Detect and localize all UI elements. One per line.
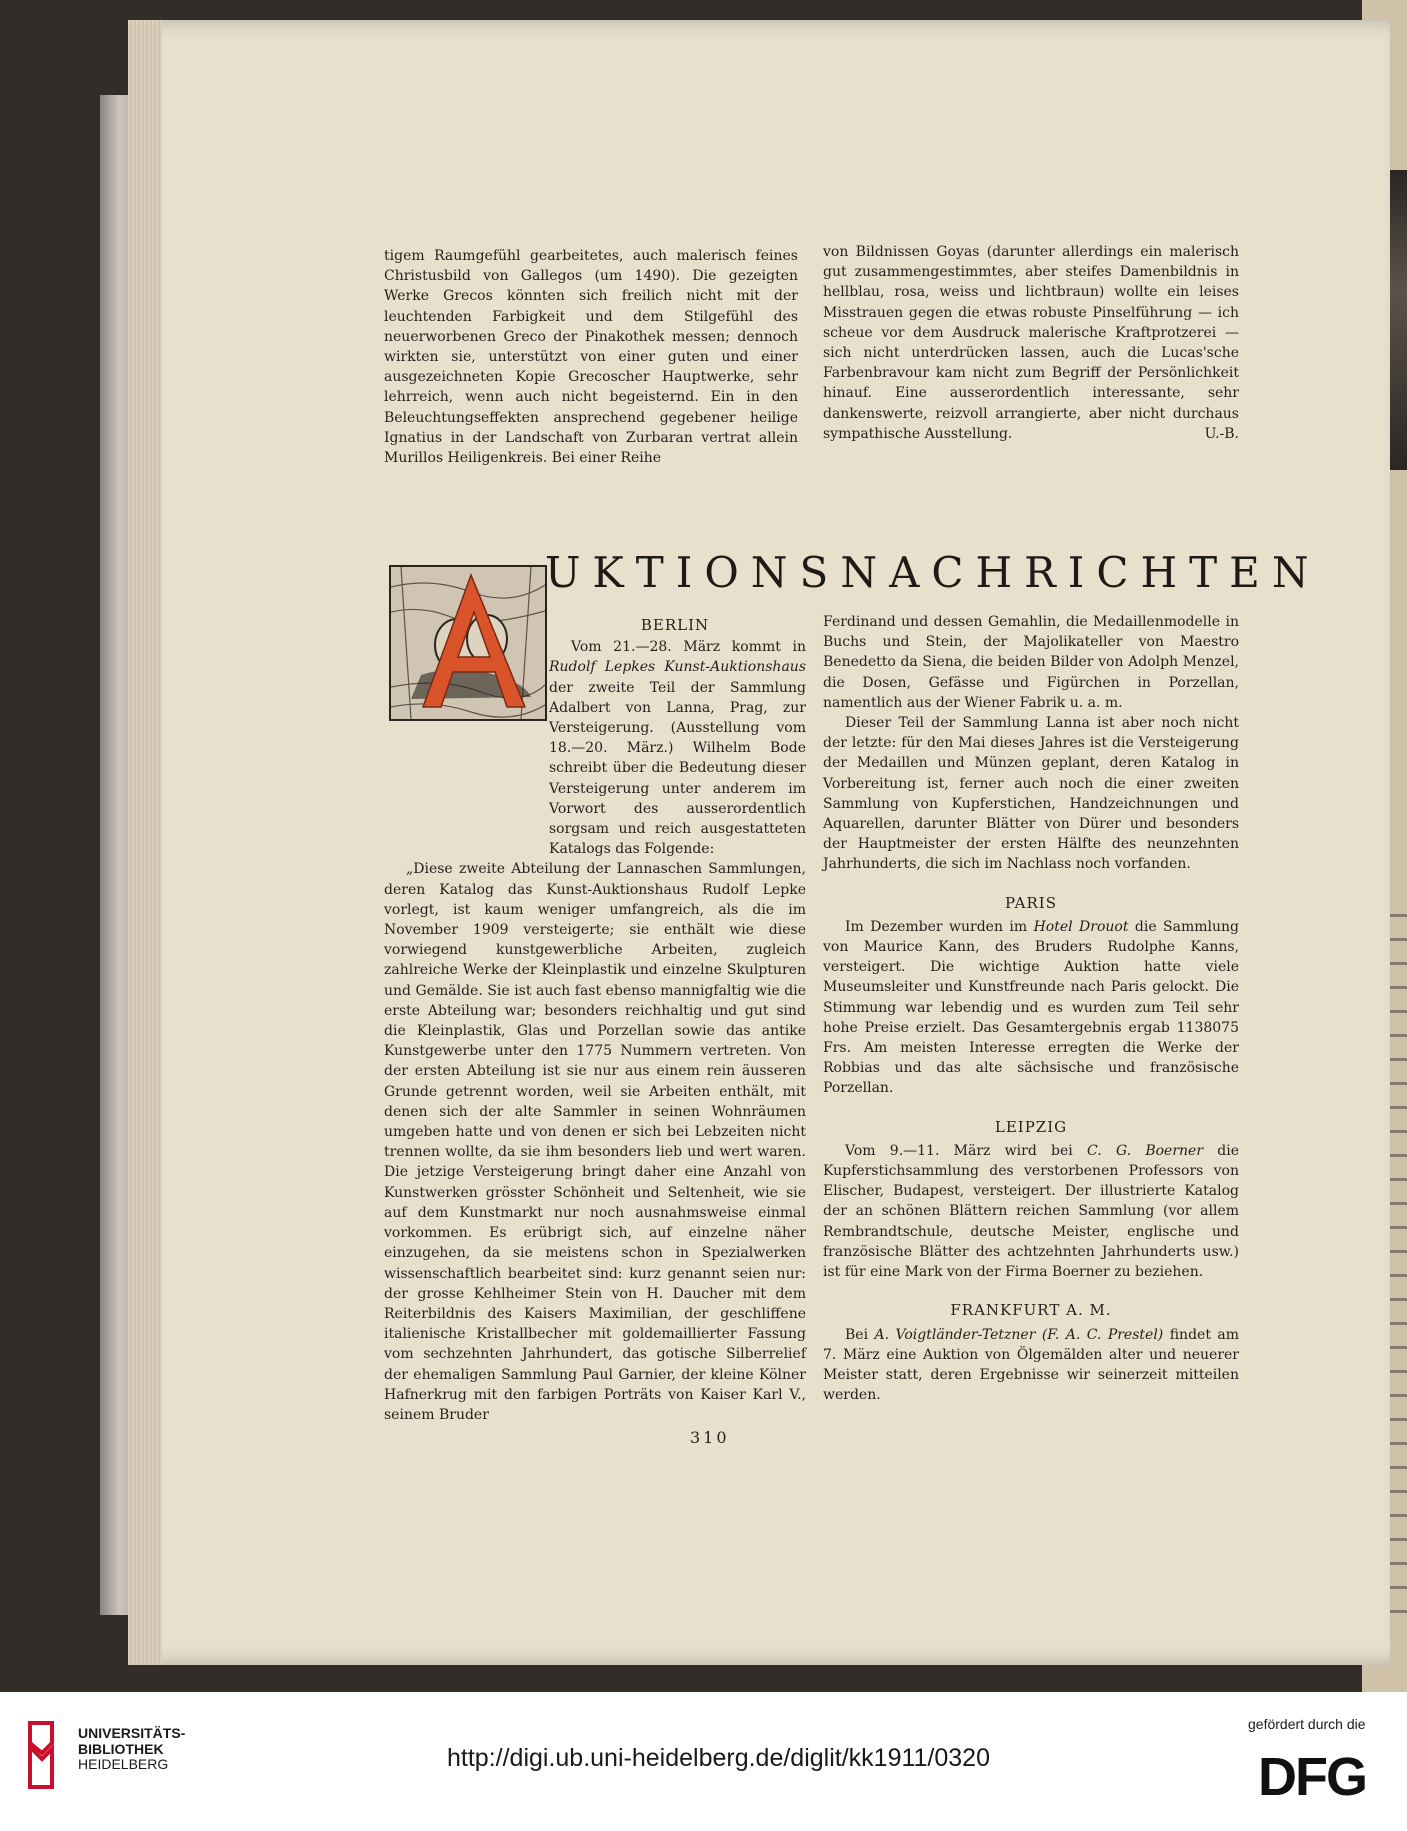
paragraph: Bei A. Voigtländer-Tetzner (F. A. C. Prestel) findet am 7. März eine Auktion von Ölgemälden alter und neuerer Meister statt, deren Ergebnisse wir seinerzeit mitteilen werden. [823, 1326, 1240, 1404]
heading-frankfurt: FRANKFURT A. M. [950, 1301, 1112, 1320]
auction-house-name: Rudolf Lepkes Kunst-Auktionshaus [549, 659, 806, 676]
funding-label: gefördert durch die [1248, 1716, 1366, 1732]
quote-paragraph: „Diese zweite Abteilung der Lannaschen Sammlungen, deren Katalog das Kunst-Auktionshaus Rudolf Lepke vorlegt, ist kaum weniger umfangreich, als die im November 1909 versteigerte; sie enthält wie diese vorwiegend kunstgewerbliche Arbeiten, zugleich zahlreiche Werke der Kleinplastik und einzelne Skulpturen und Gemälde. Sie ist auch fast ebenso mannigfaltig wie die erste Abteilung war; besonders reichhaltig und gut sind die Kleinplastik, Glas und Porzellan sowie das antike Kunstgewerbe unter den 1775 Nummern vertreten. Von der ersten Abteilung ist sie nur aus einem rein äusseren Grunde getrennt worden, weil sie Arbeiten enthält, mit denen sich der alte Sammler in seinen Wohnräumen umgeben hatte und von denen er sich bei Lebzeiten nicht trennen wollte, da sie ihm besonders lieb und wert waren. Die jetzige Versteigerung bringt daher eine Anzahl von Kunstwerken grösster Schönheit und Seltenheit, wie sie auf dem Kunstmarkt nur noch ausnahmsweise einmal vorkommen. Es erübrigt sich, auf einzelne näher einzugehen, da sie meistens schon in Spezialwerken wissenschaftlich bearbeitet sind: kurz genannt seien nur: der grosse Kehlheimer Stein von H. Daucher mit dem Reiterbildnis des Kaisers Maximilian, der geschliffene italienische Kristallbecher mit goldemaillierter Fassung vom sechzehnten Jahrhundert, das gotische Silberrelief der ehemaligen Sammlung Paul Garnier, der kleine Kölner Hafnerkrug mit den farbigen Porträts von Kaiser Karl V., seinem Bruder [384, 861, 806, 1423]
paragraph: von Bildnissen Goyas (darunter allerdings ein malerisch gut zusammengestimmtes, aber steifes Damenbildnis in hellblau, rosa, weiss und lichtbraun) wollte ein leises Misstrauen gegen die etwas robuste Pinselführung — ich scheue vor dem Ausdruck malerische Kraftprotzerei — sich nicht unterdrücken lassen, auch die Lucas'sche Farbenbravour kam nicht zum Begriff der Persönlichkeit hinauf. Eine ausserordentlich interessante, sehr dankenswerte, reizvoll arrangierte, aber nicht durchaus sympathische Ausstellung. U.-B. [823, 242, 1239, 444]
text-column-bottom-right [823, 612, 1239, 1405]
heading-leipzig: LEIPZIG [994, 1117, 1068, 1136]
heading-paris: PARIS [1004, 893, 1058, 912]
text-column-top-left [384, 246, 798, 468]
paragraph: Im Dezember wurden im Hotel Drouot die Sammlung von Maurice Kann, des Bruders Rudolphe Kanns, versteigert. Die wichtige Auktion hatte viele Museumsleiter und Kunstfreunde nach Paris gelockt. Die Stimmung war lebendig und es wurden zum Teil sehr hohe Preise erzielt. Das Gesamtergebnis ergab 1138075 Frs. Am meisten Interesse erregten die Werke der Robbias und das alte sächsische und französische Porzellan. [823, 918, 1239, 1097]
heading-berlin: BERLIN [640, 616, 710, 634]
text-column-bottom-left [384, 615, 806, 1425]
dfg-logo[interactable]: DFG [1258, 1747, 1366, 1807]
page-stack-edge [128, 20, 162, 1665]
paragraph: Dieser Teil der Sammlung Lanna ist aber noch nicht der letzte: für den Mai dieses Jahres ist die Versteigerung der Medaillen und Münzen geplant, deren Katalog in Vorbereitung ist, ferner auch noch die einer zweiten Sammlung von Kupferstichen, Handzeichnungen und Aquarellen, darunter Blätter von Dürer und besonders der Hauptmeister der ersten Hälfte des neunzehnten Jahrhunderts, die sich im Nachlass noch vorfanden. [823, 715, 1239, 873]
text-column-top-right [823, 242, 1239, 444]
library-name[interactable]: UNIVERSITÄTS- BIBLIOTHEK HEIDELBERG [78, 1725, 186, 1772]
paragraph: Vom 9.—11. März wird bei C. G. Boerner die Kupferstichsammlung des verstorbenen Professors von Elischer, Budapest, versteigert. Der illustrierte Katalog der an schönen Blättern reichen Sammlung (vor allem Rembrandtschule, deutsche Meister, englische und französische Blätter des achtzehnten Jahrhunderts usw.) ist für eine Mark von der Firma Boerner zu beziehen. [823, 1142, 1240, 1281]
paragraph: tigem Raumgefühl gearbeitetes, auch malerisch feines Christusbild von Gallegos (um 1490). Die gezeigten Werke Grecos könnten sich freilich nicht mit der leuchtenden Farbigkeit und dem Stilgefühl des neuerworbenen Greco der Pinakothek messen; dennoch wirkten sie, unterstützt von einer guten und einer ausgezeichneten Kopie Grecoscher Hauptwerke, sehr lehrreich, wenn auch nicht begeisternd. Ein in den Beleuchtungseffekten ansprechend gegebener heilige Ignatius in der Landschaft von Zurbaran vertrat allein Murillos Heiligenkreis. Bei einer Reihe [384, 248, 798, 467]
author-signature: U.-B. [1204, 425, 1239, 442]
section-heading: UKTIONSNACHRICHTEN [545, 548, 1321, 597]
permalink-url[interactable]: http://digi.ub.uni-heidelberg.de/diglit/kk1911/0320 [447, 1744, 990, 1772]
page-number: 310 [690, 1428, 730, 1447]
paragraph: Ferdinand und dessen Gemahlin, die Medaillenmodelle in Buchs und Stein, der Majolikateller von Maestro Benedetto da Siena, die beiden Bilder von Adolph Menzel, die Dosen, Gefässe und Figürchen in Porzellan, namentlich aus der Wiener Fabrik u. a. m. [823, 614, 1239, 711]
university-library-logo-icon[interactable] [22, 1717, 62, 1793]
paragraph: Vom 21.—28. März kommt in Rudolf Lepkes Kunst-Auktionshaus der zweite Teil der Sammlung Adalbert von Lanna, Prag, zur Versteigerung. (Ausstellung vom 18.—20. März.) Wilhelm Bode schreibt über die Bedeutung dieser Versteigerung unter anderem im Vorwort des ausserordentlich sorgsam und reich ausgestatteten Katalogs das Folgende: [549, 639, 806, 858]
